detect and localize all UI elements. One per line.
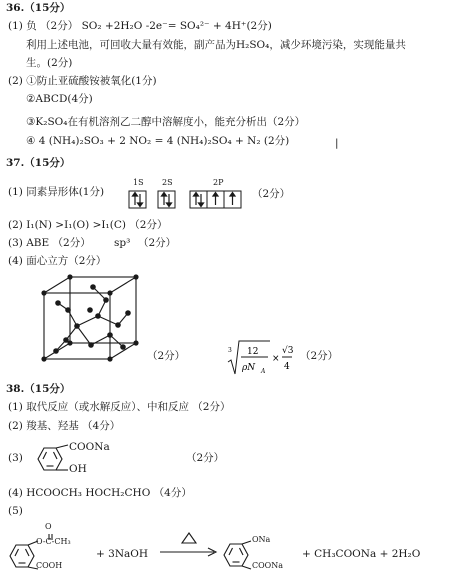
q36-line5: ②ABCD(4分) xyxy=(26,93,93,105)
q38-oh: OH xyxy=(69,463,87,475)
product-coona: COONa xyxy=(252,561,284,570)
q38-line3-label: (3) xyxy=(8,452,23,464)
orbital-label-2p: 2P xyxy=(213,178,224,187)
q37-line1-right: （2分） xyxy=(252,188,291,200)
product-ona: ONa xyxy=(252,535,271,544)
formula-times: × xyxy=(272,354,280,364)
reactant-cooh: COOH xyxy=(36,561,63,570)
q38-coona: COONa xyxy=(69,441,110,453)
reaction-plus-naoh: + 3NaOH xyxy=(96,548,149,560)
q36-line6: ③K₂SO₄在有机溶剂乙二醇中溶解度小，能充分析出（2分） xyxy=(26,116,306,128)
q36-line7: ④ 4 (NH₄)₂SO₃ + 2 NO₂ = 4 (NH₄)₂SO₄ + N₂ (2分) xyxy=(26,135,290,147)
q38-line3-score: （2分） xyxy=(186,452,225,464)
q37-header: 37.（15分） xyxy=(6,157,71,169)
reaction-byproducts: + CH₃COONa + 2H₂O xyxy=(302,548,421,560)
q37-line3a: (3) ABE （2分） xyxy=(8,237,91,249)
q37-line4: (4) 面心立方（2分） xyxy=(8,255,107,267)
formula-denominator-sub: A xyxy=(261,368,266,375)
q36-line3: 生。(2分) xyxy=(26,57,73,69)
q37-line5-left: （2分） xyxy=(147,350,186,362)
orbital-diagram xyxy=(128,190,246,210)
formula-sqrt3: √3 xyxy=(282,346,294,356)
q37-line3c: （2分） xyxy=(138,237,177,249)
formula-numerator: 12 xyxy=(247,347,259,357)
q38-line5: (5) xyxy=(8,505,23,517)
q38-header: 38.（15分） xyxy=(6,383,71,395)
q37-line3b: sp³ xyxy=(114,237,131,249)
formula-cube-index: 3 xyxy=(228,347,232,354)
reactant-carbonyl-o: O xyxy=(45,522,52,531)
formula-four: 4 xyxy=(284,362,290,372)
q37-line5-right: （2分） xyxy=(300,350,339,362)
reactant-acetyl: O-C-CH₃ xyxy=(36,537,71,546)
q36-line1: (1) 负 （2分） SO₂ +2H₂O -2e⁻= SO₄²⁻ + 4H⁺(2分) xyxy=(8,20,272,32)
q37-line1-left: (1) 同素异形体(1分) xyxy=(8,186,105,198)
crystal-structure-diagram xyxy=(38,273,144,363)
q37-line2: (2) I₁(N) >I₁(O) >I₁(C) （2分） xyxy=(8,219,168,231)
q36-line4: (2) ①防止亚硫酸铵被氧化(1分) xyxy=(8,75,157,87)
reaction-arrow-heat xyxy=(158,530,220,560)
q36-mark: | xyxy=(335,137,339,149)
q38-line1: (1) 取代反应（或水解反应）、中和反应 （2分） xyxy=(8,401,231,413)
q38-line2: (2) 羧基、羟基 （4分） xyxy=(8,420,121,432)
q36-header: 36.（15分） xyxy=(6,2,71,14)
q38-line4: (4) HCOOCH₃ HOCH₂CHO （4分） xyxy=(8,487,192,499)
density-formula xyxy=(226,338,296,378)
orbital-label-1s: 1S xyxy=(133,178,144,187)
formula-denominator: ρN xyxy=(242,363,256,373)
q36-line2: 利用上述电池，可回收大量有效能，副产品为H₂SO₄，减少环境污染，实现能量共 xyxy=(26,39,406,51)
orbital-label-2s: 2S xyxy=(162,178,173,187)
